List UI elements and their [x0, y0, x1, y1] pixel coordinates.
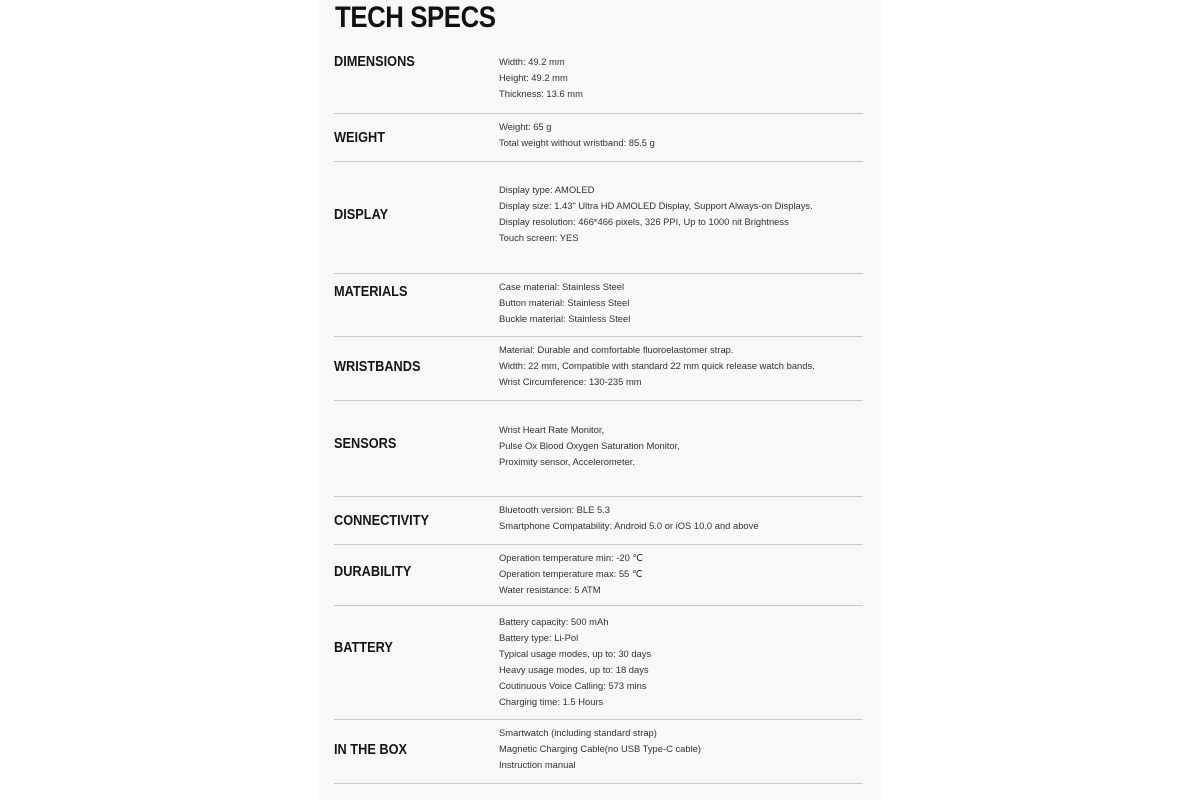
- spec-values: [499, 342, 863, 390]
- spec-values: [499, 614, 863, 710]
- spec-value: Instruction manual: [499, 759, 576, 770]
- spec-values: [499, 279, 863, 327]
- spec-value: Proximity sensor, Accelerometer.: [499, 456, 635, 467]
- spec-value: Battery capacity: 500 mAh: [499, 616, 609, 627]
- spec-value: Operation temperature min: -20 ℃: [499, 552, 643, 563]
- spec-label: DISPLAY: [334, 207, 389, 223]
- spec-value: Width: 49.2 mm: [499, 56, 565, 67]
- spec-values: [499, 182, 863, 246]
- spec-values: [499, 119, 863, 151]
- spec-label: BATTERY: [334, 640, 393, 656]
- spec-value: Magnetic Charging Cable(no USB Type-C cable): [499, 743, 702, 754]
- spec-row-dimensions: [334, 48, 863, 114]
- spec-value: Smartphone Compatability: Android 5.0 or iOS 10.0 and above: [499, 520, 759, 531]
- spec-value: Height: 49.2 mm: [499, 72, 568, 83]
- spec-value: Weight: 65 g: [499, 121, 552, 132]
- spec-value: Display size: 1.43" Ultra HD AMOLED Display, Support Always-on Displays.: [499, 200, 813, 211]
- spec-value: Width: 22 mm, Compatible with standard 22 mm quick release watch bands.: [499, 360, 815, 371]
- spec-label: DIMENSIONS: [334, 54, 415, 70]
- spec-values: [499, 550, 863, 598]
- spec-row-display: [334, 162, 863, 274]
- spec-label: MATERIALS: [334, 284, 408, 300]
- spec-value: Display resolution: 466*466 pixels, 326 PPI, Up to 1000 nit Brightness: [499, 216, 789, 227]
- spec-value: Coutinuous Voice Calling: 573 mins: [499, 680, 647, 691]
- spec-values: [499, 422, 863, 470]
- spec-row-connectivity: [334, 497, 863, 545]
- spec-value: Touch screen: YES: [499, 232, 579, 243]
- spec-label: CONNECTIVITY: [334, 513, 429, 529]
- spec-label: WRISTBANDS: [334, 359, 421, 375]
- spec-row-materials: [334, 274, 863, 337]
- spec-value: Case material: Stainless Steel: [499, 281, 625, 292]
- spec-value: Display type: AMOLED: [499, 184, 595, 195]
- spec-values: [499, 502, 863, 534]
- spec-value: Heavy usage modes, up to: 18 days: [499, 664, 649, 675]
- spec-label: IN THE BOX: [334, 742, 408, 758]
- spec-value: Wrist Heart Rate Monitor,: [499, 424, 605, 435]
- spec-row-durability: [334, 545, 863, 606]
- spec-value: Thickness: 13.6 mm: [499, 88, 583, 99]
- spec-value: Water resistance: 5 ATM: [499, 584, 601, 595]
- spec-value: Total weight without wristband: 85.5 g: [499, 137, 655, 148]
- page-title: TECH SPECS: [335, 1, 496, 34]
- spec-value: Smartwatch (including standard strap): [499, 727, 657, 738]
- spec-value: Wrist Circumference: 130-235 mm: [499, 376, 642, 387]
- spec-value: Material: Durable and comfortable fluoroelastomer strap.: [499, 344, 734, 355]
- spec-value: Buckle material: Stainless Steel: [499, 313, 631, 324]
- spec-label: WEIGHT: [334, 130, 386, 146]
- spec-value: Operation temperature max: 55 ℃: [499, 568, 643, 579]
- spec-value: Battery type: Li-Pol: [499, 632, 579, 643]
- spec-row-in-the-box: [334, 720, 863, 784]
- spec-value: Button material: Stainless Steel: [499, 297, 630, 308]
- spec-row-battery: [334, 606, 863, 720]
- spec-value: Typical usage modes, up to: 30 days: [499, 648, 652, 659]
- spec-label: DURABILITY: [334, 564, 412, 580]
- spec-values: [499, 54, 863, 102]
- spec-label: SENSORS: [334, 436, 397, 452]
- spec-value: Pulse Ox Blood Oxygen Saturation Monitor,: [499, 440, 680, 451]
- spec-values: [499, 725, 863, 773]
- spec-row-sensors: [334, 401, 863, 497]
- spec-row-weight: [334, 114, 863, 162]
- spec-row-wristbands: [334, 337, 863, 401]
- spec-value: Charging time: 1.5 Hours: [499, 696, 604, 707]
- spec-value: Bluetooth version: BLE 5.3: [499, 504, 611, 515]
